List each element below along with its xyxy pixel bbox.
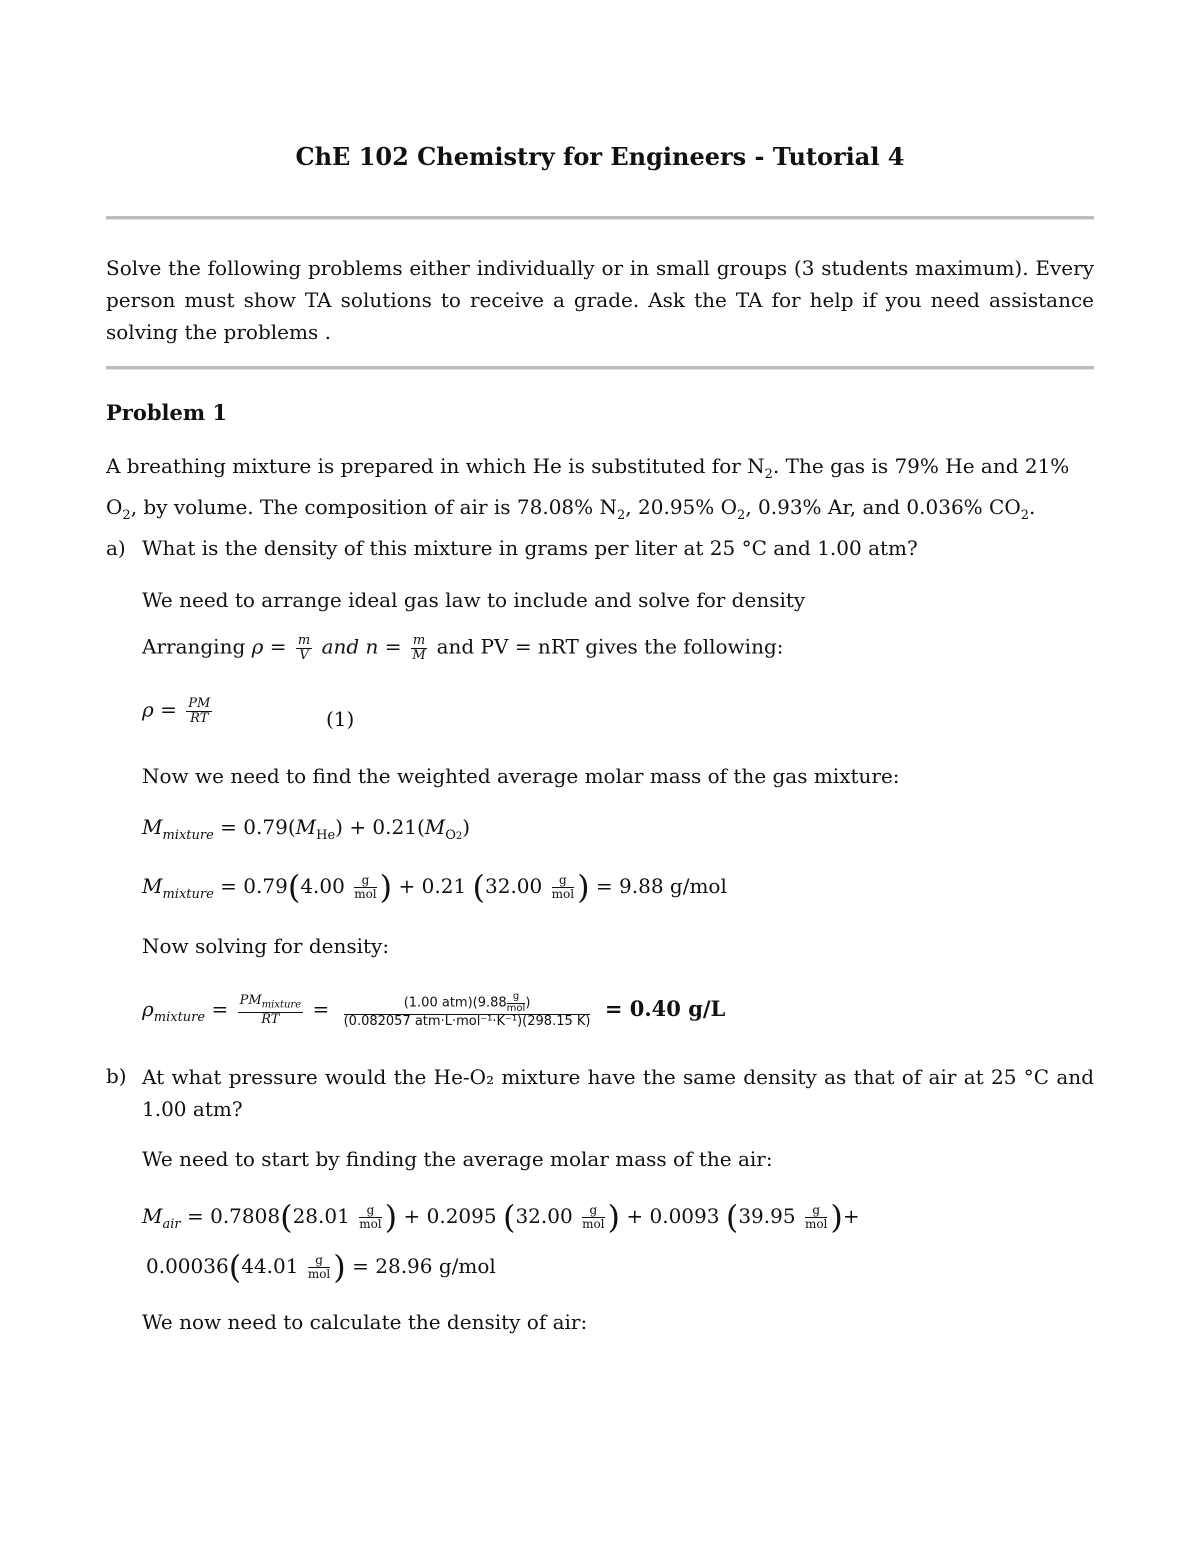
m-over-M-fraction: $\frac{m}{M}$ [412,633,426,663]
part-a-step1: We need to arrange ideal gas law to include and solve for density [142,588,806,612]
mixture-equation-1: $M_{mixture} = 0.79(M_{He}) + 0.21(M_{O2})$ [142,815,471,843]
density-answer: = 0.40 g/L [604,995,726,1021]
arranging-equation: Arranging ρ = $\frac{m}{V}$ and n = $\frac{m}{M}$ and PV = nRT gives the following: [142,633,784,663]
divider-top [106,216,1094,220]
density-fraction: (1.00 atm)(9.88 $\frac{g}{\text{mol}}$ ) (0.082057 atm·L·mol⁻¹·K⁻¹)(298.15 K) [343,991,591,1029]
air-molar-mass-line2: 0.00036(44.01 $\frac{g}{\text{mol}}$ ) = 28.96 g/mol [146,1248,496,1286]
problem-statement: A breathing mixture is prepared in which He is substituted for $N_2$. The gas is 79% He and 21% $O_2$, by volume. The composition of air is 78.08% $N_2$, 20.95% $O_2$, 0.93% Ar, and 0.036% $CO_2$. [106,454,1070,523]
air-molar-mass-line1: $M_{air} = 0.7808(28.01$ $\frac{g}{\text{mol}}$ ) + 0.2095 (32.00 $\frac{g}{\text{mol}}$ ) + 0.0093 (39.95 $\frac{g}{\text{mol}}$ )+ [142,1198,860,1236]
density-equation: ρ = $\frac{PM}{RT}$ [142,696,211,726]
part-a-label: a) [106,536,126,560]
part-b-step1: We need to start by finding the average molar mass of the air: [142,1147,773,1171]
part-a-step3: Now solving for density: [142,934,390,958]
density-calculation: $\rho_{mixture}$ = $\frac{PM_{mixture}}{RT}$ = (1.00 atm)(9.88 $\frac{g}{\text{mol}}$ ) (0.082057 atm·L·mol⁻¹·K⁻¹)(298.15 K) = 0.40 g/L [142,991,726,1029]
divider-bottom [106,366,1094,370]
m-over-v-fraction: $\frac{m}{V}$ [297,633,311,663]
instructions-paragraph: Solve the following problems either individually or in small groups (3 students maximum). Every person must show TA solutions to receive a grade. Ask the TA for help if you need assistance solving the problems . [106,256,1094,344]
part-a-step2: Now we need to find the weighted average molar mass of the gas mixture: [142,764,900,788]
part-b-question: At what pressure would the He-O₂ mixture have the same density as that of air at 25 °C and 1.00 atm? [142,1065,1094,1121]
pm-over-rt-fraction: $\frac{PM}{RT}$ [188,696,211,726]
part-a-question: What is the density of this mixture in grams per liter at 25 °C and 1.00 atm? [142,536,918,560]
part-b-label: b) [106,1064,127,1088]
part-b-step2: We now need to calculate the density of air: [142,1310,588,1334]
equation-number: (1) [326,707,355,731]
mixture-equation-2: $M_{mixture} = 0.79(4.00$ $\frac{g}{\text{mol}}$ ) + 0.21 (32.00 $\frac{g}{\text{mol}}$ ) = 9.88 g/mol [142,868,727,906]
page-title: ChE 102 Chemistry for Engineers - Tutorial 4 [295,142,905,171]
problem-heading: Problem 1 [106,400,228,425]
